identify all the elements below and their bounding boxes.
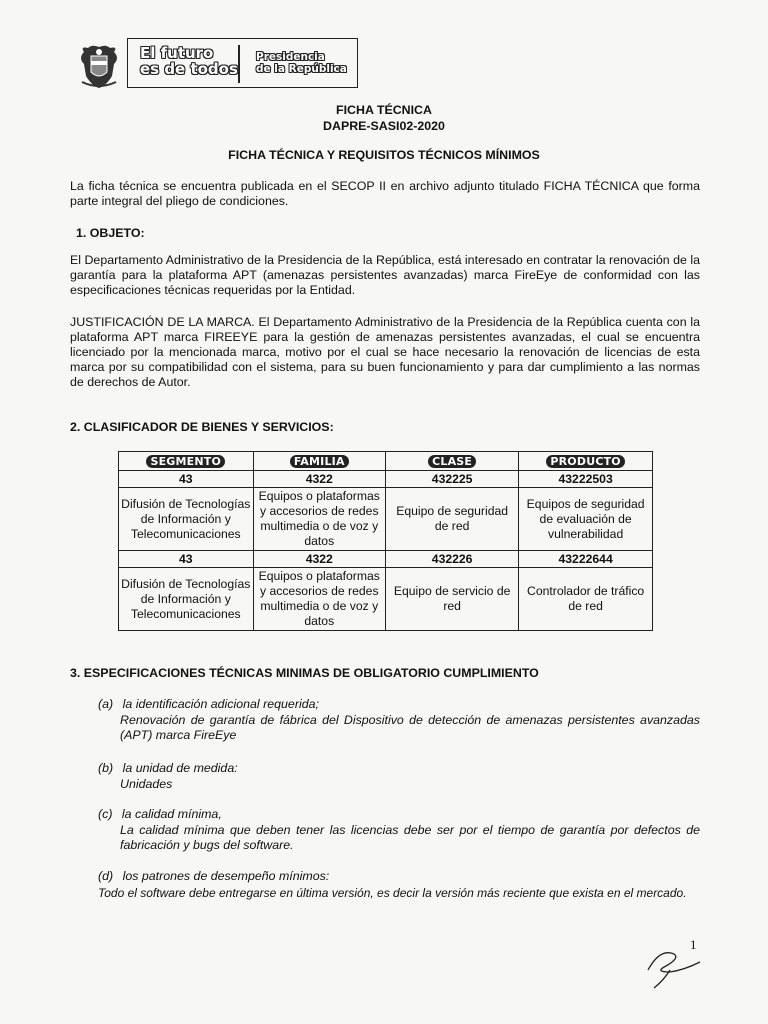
spec-item-a-text: Renovación de garantía de fábrica del Dispositivo de detección de amenazas persistentes avanzadas (APT) marca FireEye (120, 713, 700, 742)
table-cell: 43222503 (519, 471, 653, 488)
spec-item-b-text: Unidades (120, 777, 173, 791)
item-label: (c) (98, 807, 113, 821)
signature-icon (640, 940, 710, 990)
table-cell: Difusión de Tecnologías de Información y Telecomunicaciones (119, 488, 254, 551)
table-cell: Difusión de Tecnologías de Información y Telecomunicaciones (119, 568, 254, 631)
logo-divider (238, 45, 240, 83)
table-cell: Equipos o plataformas y accesorios de redes multimedia o de voz y datos (253, 568, 385, 631)
intro-paragraph: La ficha técnica se encuentra publicada en el SECOP II en archivo adjunto titulado FICHA TÉCNICA que forma parte integral del pliego de condiciones. (70, 179, 700, 208)
table-row (119, 551, 653, 568)
table-cell: Controlador de tráfico de red (519, 568, 653, 631)
table-cell: Equipo de servicio de red (386, 568, 519, 631)
spec-item-b-title (98, 761, 704, 776)
coat-of-arms-icon (78, 44, 120, 90)
column-header: SEGMENTO (146, 455, 225, 468)
table-row (119, 568, 653, 631)
logo-line-4: de la República (256, 63, 347, 75)
objeto-paragraph: El Departamento Administrativo de la Presidencia de la República, está interesado en contratar la renovación de la garantía para la plataforma APT (amenazas persistentes avanzadas) marca FireEye de conformidad con las especificaciones técnicas requeridas por la Entidad. (70, 253, 700, 297)
section-2-heading: 2. CLASIFICADOR DE BIENES Y SERVICIOS: (70, 420, 334, 434)
section-1-heading: 1. OBJETO: (76, 226, 145, 240)
table-cell: 43222644 (519, 551, 653, 568)
table-cell: Equipo de seguridad de red (386, 488, 519, 551)
table-cell: 4322 (253, 471, 385, 488)
item-label: (b) (98, 761, 114, 775)
column-header: PRODUCTO (546, 455, 624, 468)
section-title: FICHA TÉCNICA Y REQUISITOS TÉCNICOS MÍNIMOS (228, 148, 540, 162)
item-title: los patrones de desempeño mínimos: (122, 869, 330, 883)
spec-item-c-title (98, 807, 704, 822)
column-header: CLASE (428, 455, 476, 468)
column-header: FAMILIA (290, 455, 349, 468)
table-header-row (119, 452, 653, 471)
page-number: 1 (690, 937, 697, 952)
logo-line-1: El futuro (140, 44, 214, 62)
item-title: la identificación adicional requerida; (122, 697, 319, 711)
doc-code: DAPRE-SASI02-2020 (323, 119, 445, 133)
table-cell: 432225 (386, 471, 519, 488)
justificacion-paragraph: JUSTIFICACIÓN DE LA MARCA. El Departamento Administrativo de la Presidencia de la República cuenta con la plataforma APT marca FIREEYE para la gestión de amenazas persistentes avanzadas, el cual se encuentra licenciado por la mencionada marca, motivo por el cual se hace necesario la renovación de licencias de esta marca por su compatibilidad con el sistema, para su buen funcionamiento y para dar cumplimiento a las normas de derechos de Autor. (70, 315, 700, 389)
government-logo (127, 38, 358, 88)
table-cell: 43 (119, 471, 254, 488)
table-cell: 432226 (386, 551, 519, 568)
logo-line-2: es de todos (140, 60, 238, 78)
spec-item-a-title (98, 697, 704, 712)
table-cell: Equipos o plataformas y accesorios de redes multimedia o de voz y datos (253, 488, 385, 551)
table-cell: 4322 (253, 551, 385, 568)
spec-item-d-title (98, 869, 704, 884)
spec-item-d-text: Todo el software debe entregarse en última versión, es decir la versión más reciente que exista en el mercado. (98, 886, 687, 900)
item-label: (d) (98, 869, 114, 883)
logo-line-3: Presidencia (256, 51, 325, 63)
table-row (119, 488, 653, 551)
spec-item-c-text: La calidad mínima que deben tener las licencias debe ser por el tiempo de garantía por defectos de fabricación y bugs del software. (120, 823, 700, 852)
section-3-heading: 3. ESPECIFICACIONES TÉCNICAS MINIMAS DE OBLIGATORIO CUMPLIMIENTO (70, 666, 539, 680)
item-title: la calidad mínima, (121, 807, 222, 821)
item-title: la unidad de medida: (122, 761, 238, 775)
classifier-table (118, 451, 653, 631)
item-label: (a) (98, 697, 114, 711)
table-cell: Equipos de seguridad de evaluación de vulnerabilidad (519, 488, 653, 551)
table-row (119, 471, 653, 488)
table-cell: 43 (119, 551, 254, 568)
doc-title: FICHA TÉCNICA (336, 103, 432, 117)
